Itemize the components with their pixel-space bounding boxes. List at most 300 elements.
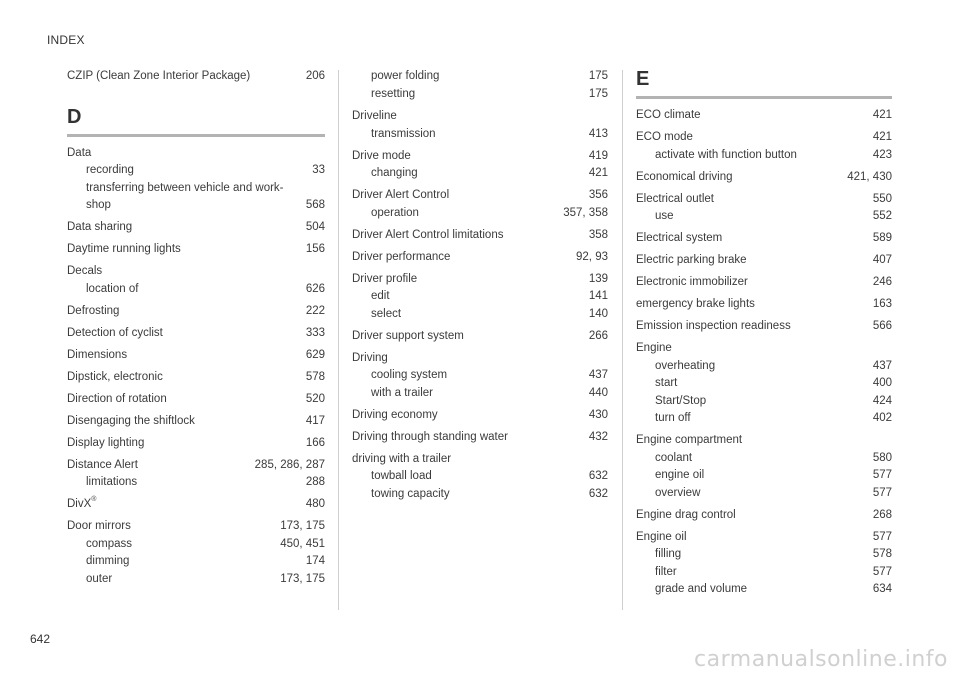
index-entry	[67, 369, 325, 387]
index-subentry	[636, 581, 892, 599]
index-page-numbers: 206	[305, 70, 325, 82]
index-term-text: Emission inspection readiness	[636, 320, 791, 332]
index-entry	[636, 296, 892, 314]
index-page-numbers: 589	[872, 232, 892, 244]
index-page-numbers: 173, 175	[280, 520, 325, 532]
index-page-numbers: 626	[305, 282, 325, 295]
index-page-numbers: 166	[305, 436, 325, 449]
index-page-numbers: 402	[872, 412, 892, 424]
index-page-numbers: 400	[872, 377, 892, 389]
index-page-numbers: 520	[305, 392, 325, 405]
index-subentries	[352, 126, 608, 144]
index-page-numbers: 480	[305, 498, 325, 510]
index-entries	[636, 107, 892, 599]
index-entry-row	[636, 252, 892, 270]
index-subentry	[636, 375, 892, 393]
index-page-numbers: 140	[588, 307, 608, 320]
letter-rule	[67, 134, 325, 137]
index-entry	[352, 407, 608, 425]
index-term	[86, 281, 300, 299]
index-term	[67, 413, 300, 431]
index-term	[67, 325, 300, 343]
index-term-text: Decals	[67, 265, 103, 277]
index-term-text: select	[371, 307, 402, 320]
index-subentry	[636, 410, 892, 428]
index-entry-row	[67, 263, 325, 281]
index-entry-row	[352, 429, 608, 447]
index-term-text: Start/Stop	[655, 394, 707, 407]
index-term	[655, 410, 867, 428]
index-term-text: Driving	[352, 351, 388, 364]
index-term-text: Defrosting	[67, 304, 120, 317]
index-entry	[67, 241, 325, 259]
index-term	[371, 126, 583, 144]
index-term	[67, 145, 319, 163]
index-term-text: Engine oil	[636, 530, 687, 543]
index-column-2	[352, 68, 608, 503]
index-entry	[67, 347, 325, 365]
index-term-text: Driver support system	[352, 329, 464, 342]
index-page-numbers: 577	[872, 565, 892, 578]
index-term	[86, 536, 274, 554]
index-entry	[67, 263, 325, 298]
index-term-text: driving with a trailer	[352, 452, 452, 465]
index-entry	[636, 340, 892, 428]
index-entry	[636, 432, 892, 502]
index-page-numbers: 174	[305, 555, 325, 567]
index-subentry	[352, 288, 608, 306]
index-term	[352, 271, 583, 289]
index-term-text: Driveline	[352, 110, 397, 122]
index-subentry	[352, 68, 608, 86]
index-subentry	[67, 281, 325, 299]
index-entry-row	[67, 303, 325, 321]
index-page-numbers: 450, 451	[280, 537, 325, 550]
index-term-text: Data sharing	[67, 221, 133, 233]
index-term	[636, 318, 867, 336]
index-subentry	[352, 468, 608, 486]
index-term-text: activate with function button	[655, 148, 797, 161]
index-term	[636, 230, 867, 248]
index-term	[371, 468, 583, 486]
index-entry-row	[352, 350, 608, 368]
index-term	[86, 180, 319, 198]
index-subentries	[352, 205, 608, 223]
index-term	[655, 393, 867, 411]
index-term-text: transferring between vehicle and work-	[86, 181, 284, 194]
index-page-numbers: 163	[872, 298, 892, 310]
index-letter: E	[636, 68, 650, 90]
index-term-text: emergency brake lights	[636, 298, 755, 310]
index-subentry	[352, 205, 608, 223]
index-term	[67, 518, 274, 536]
index-entry-row	[67, 413, 325, 431]
index-entry	[636, 274, 892, 292]
index-entry-row	[636, 129, 892, 147]
index-term-text: coolant	[655, 451, 693, 464]
index-term	[655, 581, 867, 599]
index-subentry	[67, 197, 325, 215]
index-entry-row	[67, 518, 325, 536]
index-term	[67, 303, 300, 321]
index-entry	[352, 249, 608, 267]
index-page-numbers: 175	[588, 70, 608, 82]
index-term-text: Display lighting	[67, 436, 145, 449]
index-entry	[636, 107, 892, 125]
index-term	[371, 165, 583, 183]
index-entry	[352, 148, 608, 183]
index-entries	[67, 145, 325, 589]
index-term-text: outer	[86, 572, 113, 585]
index-term	[67, 369, 300, 387]
index-page-numbers: 246	[872, 276, 892, 288]
index-entry	[352, 328, 608, 346]
index-term-text: cooling system	[371, 369, 448, 381]
index-page-numbers: 421	[872, 131, 892, 143]
index-page-numbers: 552	[872, 210, 892, 222]
index-subentry	[636, 393, 892, 411]
index-entry-row	[67, 347, 325, 365]
index-term-text: dimming	[86, 555, 130, 567]
index-entry-row	[67, 325, 325, 343]
index-entry	[636, 191, 892, 226]
index-entry-row	[352, 271, 608, 289]
index-term	[86, 474, 300, 492]
index-subentries	[67, 474, 325, 492]
index-subentry	[352, 486, 608, 504]
index-entry-row	[636, 107, 892, 125]
index-term	[655, 208, 867, 226]
index-page-numbers: 173, 175	[280, 572, 325, 585]
index-term-text: engine oil	[655, 469, 705, 481]
index-term-text: DivX	[67, 498, 92, 510]
index-term-text: limitations	[86, 476, 138, 488]
index-term-text: Driver Alert Control limitations	[352, 228, 504, 241]
index-entry-row	[352, 148, 608, 166]
index-entry-row	[67, 68, 325, 86]
letter-rule	[636, 96, 892, 99]
index-term	[636, 507, 867, 525]
index-continued-subentries	[352, 68, 608, 103]
index-page-numbers: 424	[872, 394, 892, 407]
index-term-text: Electric parking brake	[636, 254, 747, 266]
index-subentries	[636, 358, 892, 428]
index-page-numbers: 568	[305, 199, 325, 211]
index-page-numbers: 141	[588, 290, 608, 302]
index-term	[371, 86, 583, 104]
index-page-numbers: 577	[872, 530, 892, 543]
index-term-text: Distance Alert	[67, 458, 138, 471]
index-entry-row	[67, 369, 325, 387]
index-term	[67, 496, 300, 514]
index-term	[636, 432, 886, 450]
index-page-numbers: 577	[872, 486, 892, 499]
index-term-text: Driver Alert Control	[352, 189, 450, 201]
index-subentry	[636, 485, 892, 503]
page-header: INDEX	[47, 33, 85, 47]
index-page-numbers: 333	[305, 326, 325, 339]
index-term-text: CZIP (Clean Zone Interior Package)	[67, 70, 251, 82]
index-term-text: Driver profile	[352, 272, 418, 285]
index-term-text: resetting	[371, 87, 416, 100]
index-page-numbers: 629	[305, 348, 325, 361]
index-entry-row	[352, 407, 608, 425]
index-term-text: Driving through standing water	[352, 430, 508, 443]
index-page-numbers: 417	[305, 414, 325, 427]
index-term-text: Direction of rotation	[67, 392, 167, 405]
index-term-text: with a trailer	[371, 386, 433, 399]
index-term-text: Dimensions	[67, 348, 128, 361]
index-page-numbers: 578	[305, 370, 325, 383]
index-term-text: power folding	[371, 70, 440, 82]
index-page-numbers: 175	[588, 87, 608, 100]
index-subentry	[636, 467, 892, 485]
index-entry-row	[636, 529, 892, 547]
index-term-text: start	[655, 377, 678, 389]
index-page-numbers: 139	[588, 272, 608, 285]
index-entry-row	[636, 191, 892, 209]
index-top-entries	[67, 68, 325, 86]
index-term-text: Engine drag control	[636, 508, 736, 521]
index-entry	[352, 271, 608, 324]
index-term-text: Driver performance	[352, 250, 451, 263]
index-term-text: use	[655, 210, 674, 222]
index-term	[636, 191, 867, 209]
index-entry-row	[67, 241, 325, 259]
index-term-text: edit	[371, 290, 390, 302]
index-subentry	[636, 208, 892, 226]
index-subentries	[636, 450, 892, 503]
index-term	[655, 147, 867, 165]
index-term-text: overview	[655, 486, 701, 499]
page-number: 642	[30, 632, 51, 646]
index-entry	[67, 518, 325, 588]
index-entry	[67, 325, 325, 343]
index-page-numbers: 156	[305, 243, 325, 255]
index-term	[371, 367, 583, 385]
index-term-text: operation	[371, 206, 419, 219]
index-entry	[636, 318, 892, 336]
index-subentry	[352, 367, 608, 385]
index-subentry	[352, 126, 608, 144]
index-entry	[636, 507, 892, 525]
index-term-text: ECO mode	[636, 131, 693, 143]
index-term-text: towball load	[371, 470, 432, 482]
index-page-numbers: 285, 286, 287	[254, 458, 325, 471]
index-term-text: shop	[86, 199, 111, 211]
index-term-text: Engine	[636, 342, 672, 354]
index-entry-row	[352, 187, 608, 205]
index-entry	[67, 413, 325, 431]
index-entry	[352, 350, 608, 403]
index-term-text: changing	[371, 167, 418, 179]
index-page-numbers: 288	[305, 476, 325, 488]
index-term	[86, 162, 306, 180]
index-term	[371, 205, 557, 223]
index-entry-row	[67, 435, 325, 453]
index-term	[86, 571, 274, 589]
index-entry-row	[67, 496, 325, 514]
index-term-text: Electronic immobilizer	[636, 276, 748, 288]
index-entry-row	[636, 318, 892, 336]
index-subentry	[352, 165, 608, 183]
index-term	[371, 288, 583, 306]
column-divider	[338, 70, 339, 610]
index-page-numbers: 632	[588, 487, 608, 500]
index-subentries	[636, 208, 892, 226]
index-term-text: Drive mode	[352, 149, 411, 162]
index-page-numbers: 407	[872, 254, 892, 266]
index-term	[352, 429, 583, 447]
index-term-text: filling	[655, 548, 682, 560]
index-page-numbers: 421	[588, 167, 608, 179]
index-page-numbers: 421, 430	[847, 170, 892, 183]
index-subentry	[636, 358, 892, 376]
index-term	[352, 227, 583, 245]
index-term-text: Detection of cyclist	[67, 326, 163, 339]
index-page-numbers: 437	[872, 359, 892, 372]
index-term	[655, 467, 867, 485]
index-subentries	[67, 162, 325, 215]
index-term	[655, 485, 867, 503]
index-term-text: Daytime running lights	[67, 243, 181, 255]
index-term-text: ECO climate	[636, 109, 701, 121]
index-entry-row	[636, 507, 892, 525]
index-term	[352, 108, 602, 126]
index-entry	[67, 145, 325, 215]
letter-section-d	[67, 106, 325, 137]
index-page-numbers: 419	[588, 149, 608, 162]
index-term	[352, 350, 602, 368]
index-entry-row	[67, 219, 325, 237]
index-term	[352, 407, 583, 425]
registered-mark: ®	[91, 496, 97, 504]
index-page-numbers: 440	[588, 386, 608, 399]
index-term-text: Electrical outlet	[636, 192, 714, 205]
column-divider	[622, 70, 623, 610]
index-term	[655, 546, 867, 564]
index-term-text: transmission	[371, 127, 436, 140]
index-term-text: towing capacity	[371, 487, 450, 500]
index-subentry	[636, 564, 892, 582]
index-page-numbers: 550	[872, 192, 892, 205]
index-letter: D	[67, 105, 82, 128]
index-subentries	[636, 546, 892, 599]
index-term-text: overheating	[655, 359, 716, 372]
index-entry	[636, 252, 892, 270]
index-term	[67, 435, 300, 453]
index-subentries	[67, 536, 325, 589]
index-entry	[636, 230, 892, 248]
index-term	[655, 450, 867, 468]
index-page-numbers: 356	[588, 189, 608, 201]
index-entry	[67, 391, 325, 409]
index-entry-row	[636, 296, 892, 314]
index-term-text: turn off	[655, 412, 691, 424]
index-term	[86, 553, 300, 571]
index-entry	[67, 496, 325, 514]
index-entry-row	[636, 274, 892, 292]
index-page-numbers: 268	[872, 508, 892, 521]
index-entry-row	[67, 457, 325, 475]
index-page-numbers: 413	[588, 127, 608, 140]
index-page-numbers: 432	[588, 430, 608, 443]
index-entry-row	[636, 432, 892, 450]
index-entry	[67, 457, 325, 492]
index-term-text: Driving economy	[352, 408, 438, 421]
index-page-numbers: 423	[872, 148, 892, 161]
index-page-numbers: 580	[872, 451, 892, 464]
index-term	[371, 385, 583, 403]
index-page-numbers: 421	[872, 109, 892, 121]
index-term	[352, 451, 602, 469]
index-page-numbers: 222	[305, 304, 325, 317]
index-term	[655, 564, 867, 582]
index-subentries	[352, 288, 608, 323]
index-term	[636, 169, 841, 187]
index-entry-row	[352, 249, 608, 267]
index-term	[636, 529, 867, 547]
index-entries	[352, 108, 608, 503]
index-entry	[352, 108, 608, 143]
index-subentries	[352, 468, 608, 503]
index-entry-row	[352, 108, 608, 126]
index-page-numbers: 437	[588, 369, 608, 381]
index-page-numbers: 92, 93	[576, 250, 608, 263]
index-subentry	[352, 306, 608, 324]
index-term	[67, 241, 300, 259]
index-entry-row	[636, 340, 892, 358]
index-subentry	[352, 385, 608, 403]
index-term	[67, 263, 319, 281]
index-term	[636, 129, 867, 147]
index-subentry	[67, 536, 325, 554]
index-entry	[67, 219, 325, 237]
index-term	[636, 296, 867, 314]
index-term	[67, 68, 300, 86]
index-term	[352, 328, 583, 346]
index-entry-row	[352, 328, 608, 346]
index-term	[371, 306, 583, 324]
index-column-3	[636, 68, 892, 599]
index-page-numbers: 634	[872, 583, 892, 595]
index-term	[67, 347, 300, 365]
index-entry-row	[352, 227, 608, 245]
index-entry-row	[67, 391, 325, 409]
index-entry	[352, 227, 608, 245]
index-term	[636, 107, 867, 125]
index-subentry	[67, 474, 325, 492]
watermark: carmanualsonline.info	[694, 647, 948, 672]
index-subentries	[352, 165, 608, 183]
index-subentry	[636, 147, 892, 165]
index-term-text: filter	[655, 565, 677, 578]
index-term-text: Economical driving	[636, 170, 733, 183]
index-page-numbers: 566	[872, 320, 892, 332]
index-term-text: Dipstick, electronic	[67, 370, 163, 383]
index-term	[636, 252, 867, 270]
index-term-text: Data	[67, 146, 92, 159]
index-page-numbers: 577	[872, 469, 892, 481]
index-term-text: recording	[86, 164, 134, 176]
index-entry	[636, 169, 892, 187]
letter-section-e	[636, 68, 892, 99]
index-entry	[636, 129, 892, 164]
index-term	[67, 219, 300, 237]
index-term-text: Engine compartment	[636, 434, 743, 446]
index-page-numbers: 578	[872, 548, 892, 560]
index-term-text: grade and volume	[655, 583, 748, 595]
